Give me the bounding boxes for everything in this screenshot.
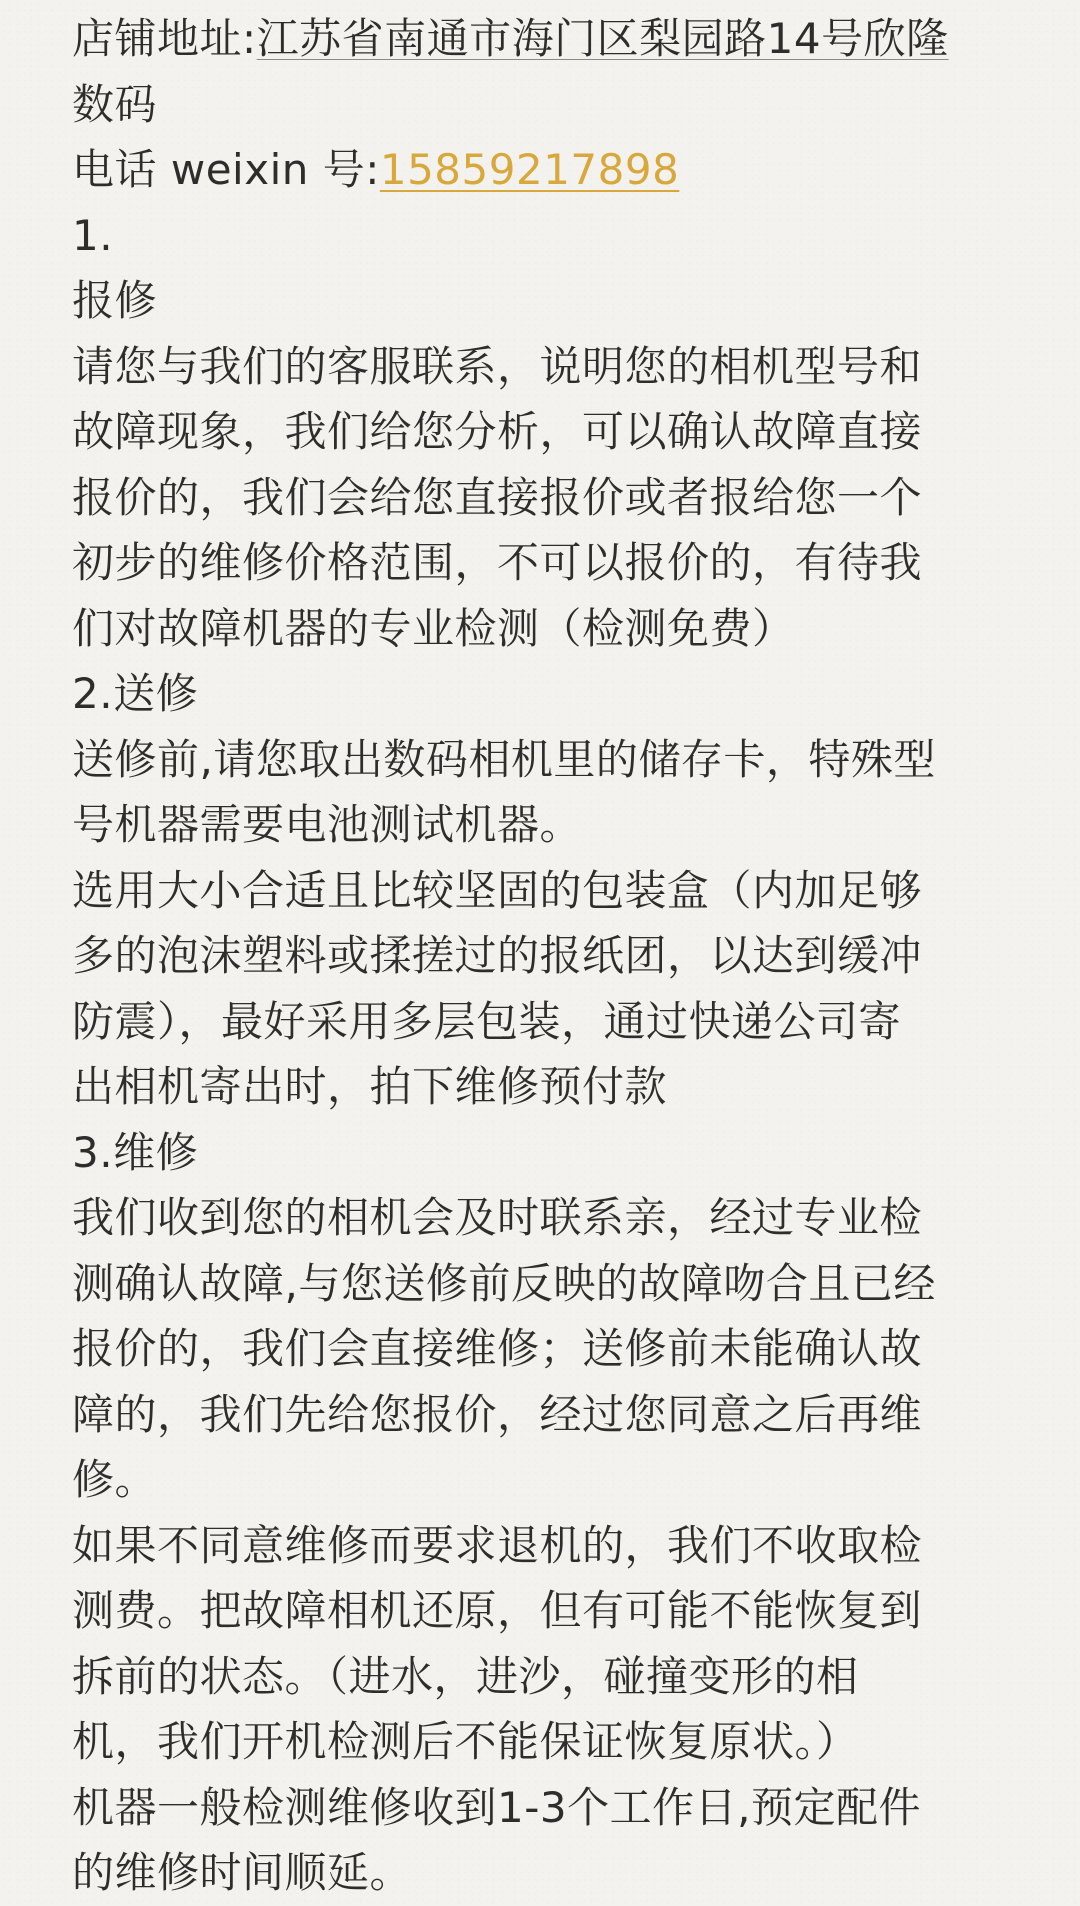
section-3-text-line: 报价的，我们会直接维修；送修前未能确认故	[72, 1324, 923, 1373]
section-3-text-line: 障的，我们先给您报价，经过您同意之后再维	[72, 1389, 923, 1439]
section-2-text-line: 送修前,请您取出数码相机里的储存卡，特殊型	[72, 734, 936, 784]
section-2-text-line: 出相机寄出时，拍下维修预付款	[72, 1062, 668, 1111]
address-value: 江苏省南通市海门区梨园路14号欣隆	[256, 14, 949, 63]
section-3-text-line: 机器一般检测维修收到1-3个工作日,预定配件	[72, 1782, 921, 1832]
section-3-text-line: 修。	[72, 1455, 158, 1504]
phone-label: 电话 weixin 号:	[72, 145, 380, 194]
section-3-title: 3.维修	[72, 1127, 199, 1177]
section-3-text-line: 机，我们开机检测后不能保证恢复原状。）	[72, 1717, 859, 1766]
section-3-text-line: 测确认故障,与您送修前反映的故障吻合且已经	[72, 1258, 936, 1308]
section-2-text-line: 号机器需要电池测试机器。	[72, 800, 583, 849]
section-2-text-line: 防震），最好采用多层包装，通过快递公司寄	[72, 996, 902, 1046]
section-2-text-line: 选用大小合适且比较坚固的包装盒（内加足够	[72, 865, 923, 915]
section-1-text-line: 初步的维修价格范围，不可以报价的，有待我	[72, 538, 923, 587]
section-1-title: 报修	[72, 276, 158, 325]
address-line-continued: 数码	[72, 79, 158, 129]
section-3-text-line: 如果不同意维修而要求退机的，我们不收取检	[72, 1520, 923, 1570]
section-3-text-line: 我们收到您的相机会及时联系亲，经过专业检	[72, 1193, 923, 1242]
section-2-text-line: 多的泡沫塑料或揉搓过的报纸团，以达到缓冲	[72, 931, 923, 980]
section-1-text-line: 故障现象，我们给您分析，可以确认故障直接	[72, 407, 923, 456]
phone-line	[72, 137, 1032, 203]
section-3-text-line: 测费。把故障相机还原，但有可能不能恢复到	[72, 1586, 923, 1635]
section-1-text-line: 报价的，我们会给您直接报价或者报给您一个	[72, 472, 923, 522]
section-3-text-line: 的维修时间顺延。	[72, 1848, 413, 1897]
address-label: 店铺地址:	[72, 14, 257, 63]
section-3-text-line: 拆前的状态。（进水，进沙，碰撞变形的相	[72, 1651, 859, 1701]
section-2-title: 2.送修	[72, 669, 199, 718]
phone-number-link[interactable]: 15859217898	[379, 145, 680, 194]
section-1-number: 1.	[72, 210, 114, 260]
address-line	[72, 6, 1032, 72]
repair-notice-document	[72, 6, 1032, 1906]
section-1-text-line: 们对故障机器的专业检测（检测免费）	[72, 603, 795, 653]
section-1-text-line: 请您与我们的客服联系，说明您的相机型号和	[72, 341, 923, 391]
